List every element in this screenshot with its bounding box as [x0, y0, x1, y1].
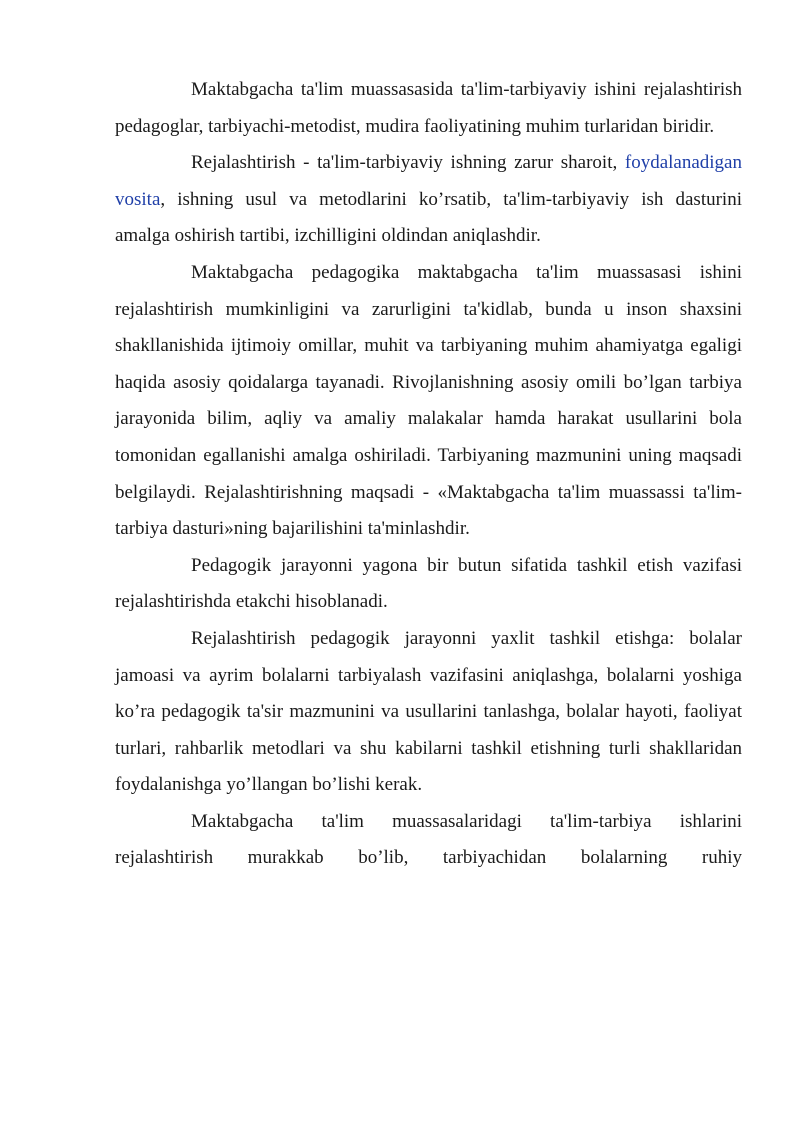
document-page — [115, 72, 742, 877]
paragraph-2 — [115, 145, 742, 255]
link-foydalanadigan-vosita[interactable]: foydalanadigan vosita — [115, 152, 742, 210]
paragraph-1: Maktabgacha ta'lim muassasasida ta'lim-tarbiyaviy ishini rejalashtirish pedagoglar, tarbiyachi-metodist, mudira faoliyatining muhim turlaridan biridir. — [115, 79, 742, 137]
paragraph-3: Maktabgacha pedagogika maktabgacha ta'lim muassasasi ishini rejalashtirish mumkinligini va zarurligini ta'kidlab, bunda u inson shaxsini shakllanishida ijtimoiy omillar, muhit va tarbiyaning muhim ahamiyatga egaligi haqida asosiy qoidalarga tayanadi. Rivojlanishning asosiy omili bo’lgan tarbiya jarayonida bilim, aqliy va amaliy malakalar hamda harakat usullarini bola tomonidan egallanishi amalga oshiriladi. Tarbiyaning mazmunini uning maqsadi belgilaydi. Rejalashtirishning maqsadi - «Maktabgacha ta'lim muassassi ta'lim-tarbiya dasturi»ning bajarilishini ta'minlashdir. — [115, 261, 742, 540]
paragraph-5: Rejalashtirish pedagogik jarayonni yaxlit tashkil etishga: bolalar jamoasi va ayrim bolalarni tarbiyalash vazifasini aniqlashga, bolalarni yoshiga ko’ra pedagogik ta'sir mazmunini va usullarini tanlashga, bolalar hayoti, faoliyat turlari, rahbarlik metodlari va shu kabilarni tashkil etishning turli shakllaridan foydalanishga yo’llangan bo’lishi kerak. — [115, 627, 742, 796]
paragraph-2-text-after: , ishning usul va metodlarini ko’rsatib, ta'lim-tarbiyaviy ish dasturini amalga oshirish tartibi, izchilligini oldindan aniqlashdir. — [115, 188, 742, 247]
paragraph-2-text-before: Rejalashtirish - ta'lim-tarbiyaviy ishning zarur sharoit, — [191, 152, 625, 174]
paragraph-6: Maktabgacha ta'lim muassasalaridagi ta'lim-tarbiya ishlarini rejalashtirish murakkab bo’lib, tarbiyachidan bolalarning ruhiy — [115, 810, 742, 869]
paragraph-4: Pedagogik jarayonni yagona bir butun sifatida tashkil etish vazifasi rejalashtirishda etakchi hisoblanadi. — [115, 554, 742, 613]
